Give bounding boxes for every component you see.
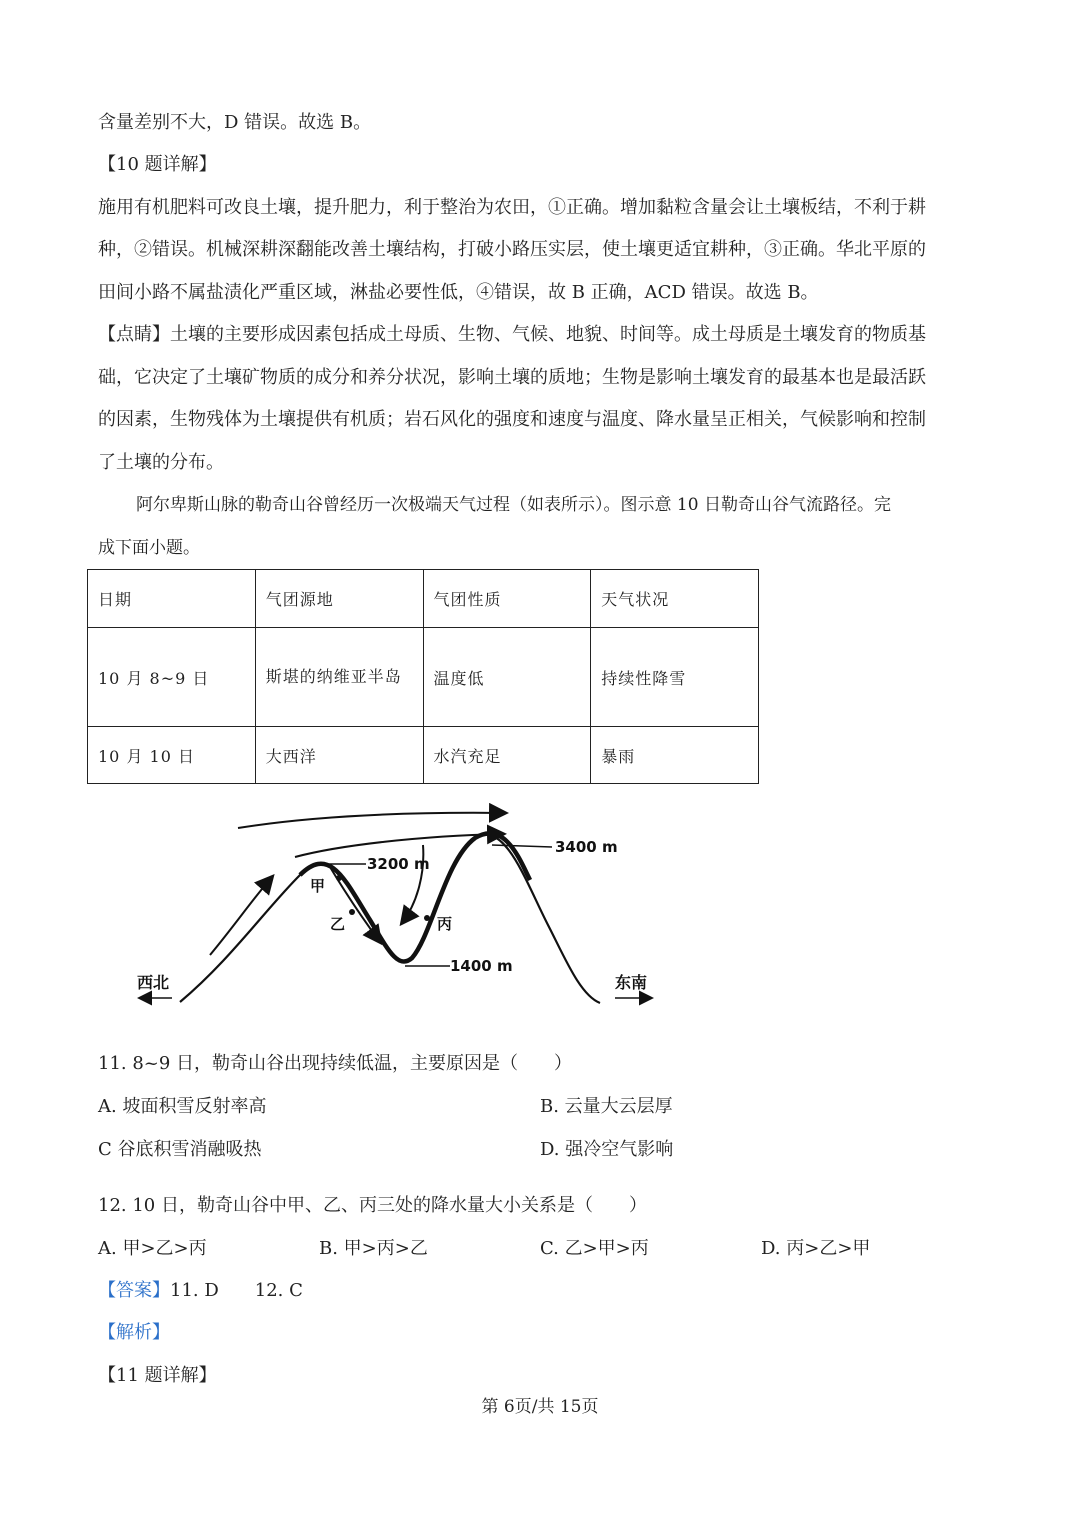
q11-option-b: B. 云量大云层厚 [540, 1096, 673, 1117]
intro-line-2: 成下面小题。 [98, 538, 200, 558]
dianjing-line-3: 的因素，生物残体为土壤提供有机质；岩石风化的强度和速度与温度、降水量呈正相关，气候影响和控制 [98, 409, 926, 430]
answer-text: 11. D 12. C [170, 1280, 303, 1301]
table-header-cell: 天气状况 [591, 570, 759, 628]
q10-heading: 【10 题详解】 [98, 154, 217, 175]
dianjing-text: 土壤的主要形成因素包括成土母质、生物、气候、地貌、时间等。成土母质是土壤发育的物质基 [170, 324, 926, 345]
q10-line-3: 田间小路不属盐渍化严重区域，淋盐必要性低，④错误，故 B 正确，ACD 错误。故选 B。 [98, 282, 819, 303]
label-3400: 3400 m [555, 838, 618, 856]
mid-airflow-arrow [295, 834, 503, 857]
leader-3400 [492, 845, 552, 847]
point-yi [349, 909, 355, 915]
table-header-row [88, 570, 759, 628]
table-cell: 斯堪的纳维亚半岛 [255, 628, 423, 727]
table-cell: 大西洋 [255, 727, 423, 784]
table-cell: 水汽充足 [423, 727, 591, 784]
dianjing-label: 【点睛】 [98, 324, 170, 345]
label-bing: 丙 [437, 915, 453, 933]
dianjing-line-4: 了土壤的分布。 [98, 452, 224, 473]
label-southeast: 东南 [615, 973, 648, 992]
label-yi: 乙 [330, 915, 346, 933]
q11-stem: 11. 8~9 日，勒奇山谷出现持续低温，主要原因是（ ） [98, 1053, 573, 1074]
label-1400: 1400 m [450, 957, 513, 975]
table-header-cell: 气团性质 [423, 570, 591, 628]
label-jia: 甲 [310, 877, 326, 895]
table-cell: 10 月 10 日 [88, 727, 256, 784]
q10-line-1: 施用有机肥料可改良土壤，提升肥力，利于整治为农田，①正确。增加黏粒含量会让土壤板结，不利于耕 [98, 197, 926, 218]
table-cell: 10 月 8~9 日 [88, 628, 256, 727]
dianjing-line-2: 础，它决定了土壤矿物质的成分和养分状况，影响土壤的质地；生物是影响土壤发育的最基本也是最活跃 [98, 367, 926, 388]
q12-option-d: D. 丙>乙>甲 [761, 1238, 871, 1259]
dianjing-line-1 [98, 314, 978, 357]
q12-option-b: B. 甲>丙>乙 [319, 1238, 428, 1259]
q12-option-a: A. 甲>乙>丙 [98, 1238, 207, 1259]
table-cell: 温度低 [423, 628, 591, 727]
q12-stem: 12. 10 日，勒奇山谷中甲、乙、丙三处的降水量大小关系是（ ） [98, 1195, 647, 1216]
table-header-cell: 气团源地 [255, 570, 423, 628]
q11-option-c: C 谷底积雪消融吸热 [98, 1139, 262, 1160]
q11-option-d: D. 强冷空气影响 [540, 1139, 674, 1160]
analysis-label: 【解析】 [98, 1322, 170, 1343]
label-3200: 3200 m [367, 855, 430, 873]
answer-line [98, 1276, 303, 1302]
upper-airflow-arrow [238, 813, 505, 828]
point-jia [336, 875, 342, 881]
weather-table [87, 569, 759, 784]
table-cell: 持续性降雪 [591, 628, 759, 727]
label-northwest: 西北 [137, 973, 170, 992]
page-footer: 第 6页/共 15页 [481, 1397, 599, 1417]
table-header-cell: 日期 [88, 570, 256, 628]
q11-option-a: A. 坡面积雪反射率高 [98, 1096, 267, 1117]
table-cell: 暴雨 [591, 727, 759, 784]
q11-heading: 【11 题详解】 [98, 1365, 217, 1386]
q12-option-c: C. 乙>甲>丙 [540, 1238, 649, 1259]
table-row [88, 727, 759, 784]
table-row [88, 628, 759, 727]
valley-airflow-diagram [0, 790, 1080, 1020]
answer-label: 【答案】 [98, 1280, 170, 1301]
paragraph-continuation: 含量差别不大，D 错误。故选 B。 [98, 112, 372, 133]
q10-line-2: 种，②错误。机械深耕深翻能改善土壤结构，打破小路压实层，使土壤更适宜耕种，③正确。华北平原的 [98, 239, 926, 260]
point-bing [424, 915, 430, 921]
intro-line-1: 阿尔卑斯山脉的勒奇山谷曾经历一次极端天气过程（如表所示）。图示意 10 日勒奇山谷气流路径。完 [136, 495, 891, 515]
